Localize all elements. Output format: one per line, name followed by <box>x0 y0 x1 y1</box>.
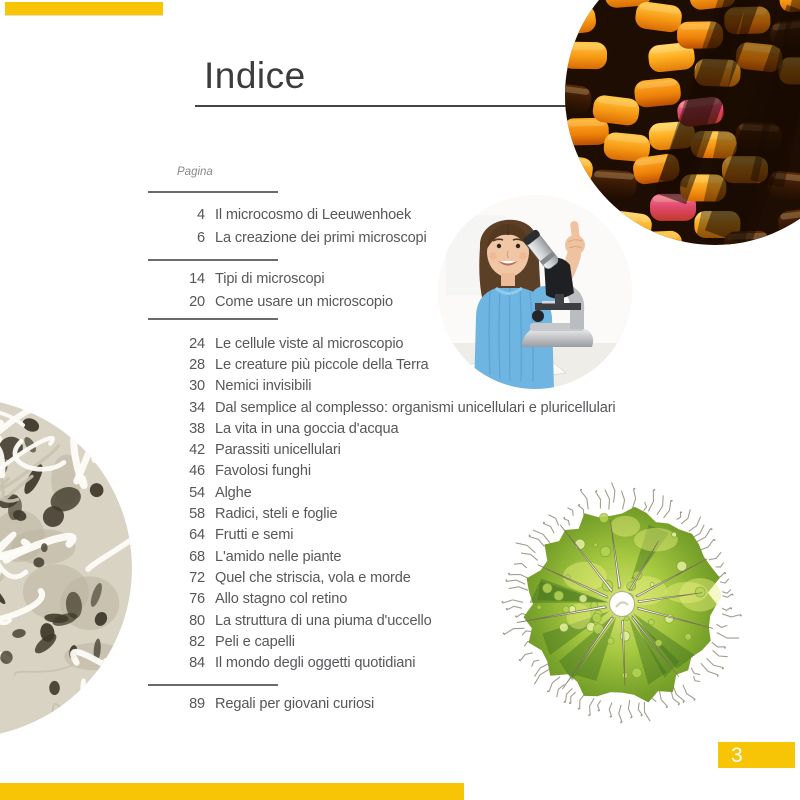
toc-entry <box>148 525 688 546</box>
toc-entry-title: L'amido nelle piante <box>215 548 342 565</box>
page-number: 3 <box>731 743 743 767</box>
toc-entry <box>148 397 688 418</box>
sponge-fiber-micrograph-image <box>0 398 132 738</box>
toc-entry-page-number: 58 <box>189 506 205 523</box>
title-rule <box>195 105 566 107</box>
toc-entry-page-number: 84 <box>189 655 205 672</box>
toc-entry <box>148 652 688 673</box>
page-title: Indice <box>204 55 306 96</box>
toc-entry-page-number: 54 <box>189 484 205 501</box>
toc-entry-page-number: 28 <box>189 356 205 373</box>
toc-entry-page-number: 80 <box>189 612 205 629</box>
toc-entry-title: Alghe <box>215 484 252 501</box>
toc-entry <box>148 204 688 227</box>
toc-entry <box>148 589 688 610</box>
toc-entry-title: Il microcosmo di Leeuwenhoek <box>215 207 412 224</box>
toc-entry-title: Radici, steli e foglie <box>215 506 338 523</box>
toc-entry <box>148 693 688 716</box>
toc-entry-page-number: 89 <box>189 696 205 712</box>
pagina-rule <box>148 191 278 193</box>
toc-entry-page-number: 4 <box>197 207 205 224</box>
toc-entry-title: Nemici invisibili <box>215 378 312 395</box>
toc-entry-title: Frutti e semi <box>215 527 294 544</box>
toc-entry-title: Parassiti unicellulari <box>215 442 341 459</box>
section-divider <box>148 318 278 320</box>
section-divider <box>148 259 278 261</box>
toc-entry <box>148 354 688 375</box>
toc-entry-title: Allo stagno col retino <box>215 591 348 608</box>
bottom-accent-bar <box>0 783 464 800</box>
toc-entry-title: Tipi di microscopi <box>215 271 325 288</box>
toc-entry <box>148 503 688 524</box>
toc-group-observations <box>148 333 688 674</box>
toc-entry-title: Il mondo degli oggetti quotidiani <box>215 655 416 672</box>
toc-entry-title: Le creature più piccole della Terra <box>215 356 429 373</box>
toc-entry <box>148 482 688 503</box>
toc-entry-title: Peli e capelli <box>215 633 295 650</box>
top-accent-bar <box>5 2 163 15</box>
toc-entry-page-number: 82 <box>189 633 205 650</box>
toc-entry-page-number: 20 <box>189 293 205 310</box>
toc-entry-page-number: 72 <box>189 569 205 586</box>
page-column-label: Pagina <box>177 166 213 178</box>
page-number-badge <box>718 742 795 768</box>
toc-entry <box>148 631 688 652</box>
toc-entry <box>148 567 688 588</box>
toc-entry-title: La vita in una goccia d'acqua <box>215 420 399 437</box>
toc-entry <box>148 610 688 631</box>
toc-entry-page-number: 42 <box>189 442 205 459</box>
toc-entry-page-number: 30 <box>189 378 205 395</box>
section-divider <box>148 684 278 686</box>
toc-entry-page-number: 34 <box>189 399 205 416</box>
toc-entry-title: Le cellule viste al microscopio <box>215 335 404 352</box>
toc-entry-page-number: 46 <box>189 463 205 480</box>
toc-entry <box>148 439 688 460</box>
toc-entry-page-number: 14 <box>189 271 205 288</box>
toc-entry-title: La struttura di una piuma d'uccello <box>215 612 432 629</box>
toc-entry <box>148 461 688 482</box>
toc-entry-page-number: 38 <box>189 420 205 437</box>
toc-entry-page-number: 68 <box>189 548 205 565</box>
toc-entry-title: Come usare un microscopio <box>215 293 393 310</box>
toc-entry <box>148 376 688 397</box>
toc-entry-title: La creazione dei primi microscopi <box>215 229 427 246</box>
toc-entry-page-number: 64 <box>189 527 205 544</box>
toc-entry-page-number: 76 <box>189 591 205 608</box>
toc-entry-page-number: 24 <box>189 335 205 352</box>
toc-group-extras <box>148 693 688 716</box>
toc-entry-title: Quel che striscia, vola e morde <box>215 569 411 586</box>
toc-entry <box>148 546 688 567</box>
toc-entry-page-number: 6 <box>197 229 205 246</box>
toc-entry-title: Regali per giovani curiosi <box>215 696 375 712</box>
girl-with-microscope-photo <box>438 195 632 389</box>
toc-entry-title: Dal semplice al complesso: organismi unicellulari e pluricellulari <box>215 399 616 416</box>
toc-entry <box>148 418 688 439</box>
toc-entry-title: Favolosi funghi <box>215 463 311 480</box>
